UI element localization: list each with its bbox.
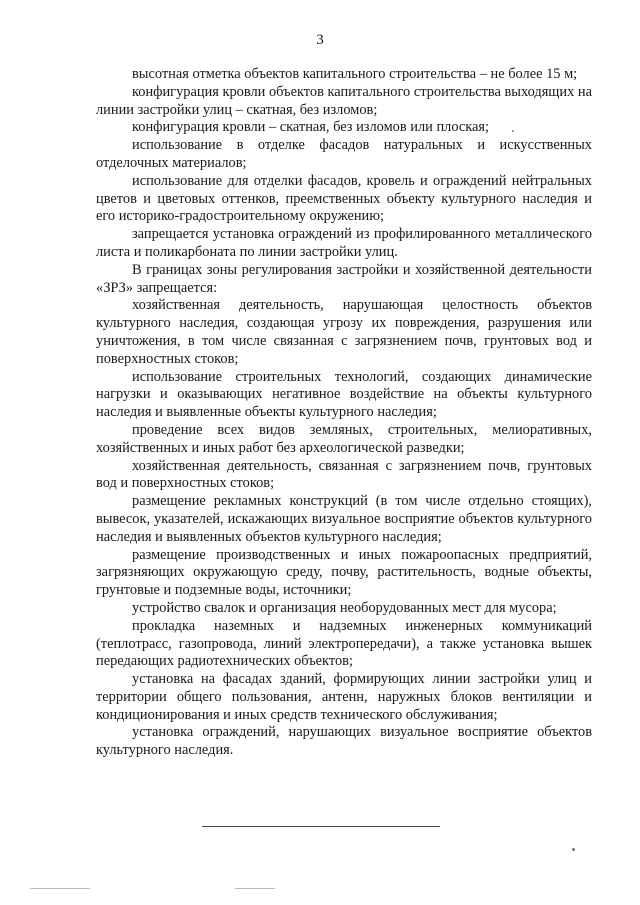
paragraph: В границах зоны регулирования застройки и хозяйственной деятельности «ЗРЗ» запрещается: <box>96 261 592 296</box>
paragraph: хозяйственная деятельность, связанная с загрязнением почв, грунтовых вод и поверхностных стоков; <box>96 457 592 492</box>
paragraph: конфигурация кровли объектов капитального строительства выходящих на линии застройки улиц – скатная, без изломов; <box>96 83 592 118</box>
scan-speck <box>572 848 575 851</box>
document-body <box>96 66 592 760</box>
closing-rule <box>202 826 440 827</box>
paragraph: проведение всех видов земляных, строительных, мелиоративных, хозяйственных и иных работ без археологической разведки; <box>96 421 592 456</box>
paragraph: размещение рекламных конструкций (в том числе отдельно стоящих), вывесок, указателей, искажающих визуальное восприятие объектов культурного наследия и выявленных объектов культурного наследия; <box>96 493 592 545</box>
scan-speck <box>235 888 275 889</box>
paragraph: запрещается установка ограждений из профилированного металлического листа и поликарбоната по линии застройки улиц. <box>96 226 592 260</box>
paragraph: установка на фасадах зданий, формирующих линии застройки улиц и территории общего пользования, антенн, наружных блоков вентиляции и кондиционирования и иных средств технического обслуживания; <box>96 671 592 723</box>
scan-speck <box>512 130 514 132</box>
paragraph: размещение производственных и иных пожароопасных предприятий, загрязняющих окружающую среду, почву, растительность, водные объекты, грунтовые и подземные воды, источники; <box>96 546 592 599</box>
paragraph: использование строительных технологий, создающих динамические нагрузки и оказывающих негативное воздействие на объекты культурного наследия и выявленные объекты культурного наследия; <box>96 368 592 421</box>
paragraph: использование для отделки фасадов, кровель и ограждений нейтральных цветов и цветовых оттенков, преемственных объекту культурного наследия и его историко-градостроительному окружению; <box>96 172 592 225</box>
paragraph: конфигурация кровли – скатная, без изломов или плоская; <box>132 119 490 136</box>
paragraph: устройство свалок и организация необорудованных мест для мусора; <box>132 599 557 616</box>
paragraph: установка ограждений, нарушающих визуальное восприятие объектов культурного наследия. <box>96 724 592 759</box>
paragraph: хозяйственная деятельность, нарушающая целостность объектов культурного наследия, создающая угрозу их повреждения, разрушения или уничтожения, в том числе связанная с загрязнением почв, грунтовых вод и поверхностных стоков; <box>96 297 592 367</box>
scan-speck <box>30 888 90 889</box>
paragraph: прокладка наземных и надземных инженерных коммуникаций (теплотрасс, газопровода, линий электропередачи), а также установка вышек передающих радиотехнических объектов; <box>96 617 592 670</box>
page-number: 3 <box>316 32 324 48</box>
paragraph: высотная отметка объектов капитального строительства – не более 15 м; <box>132 66 578 82</box>
paragraph: использование в отделке фасадов натуральных и искусственных отделочных материалов; <box>96 137 592 171</box>
